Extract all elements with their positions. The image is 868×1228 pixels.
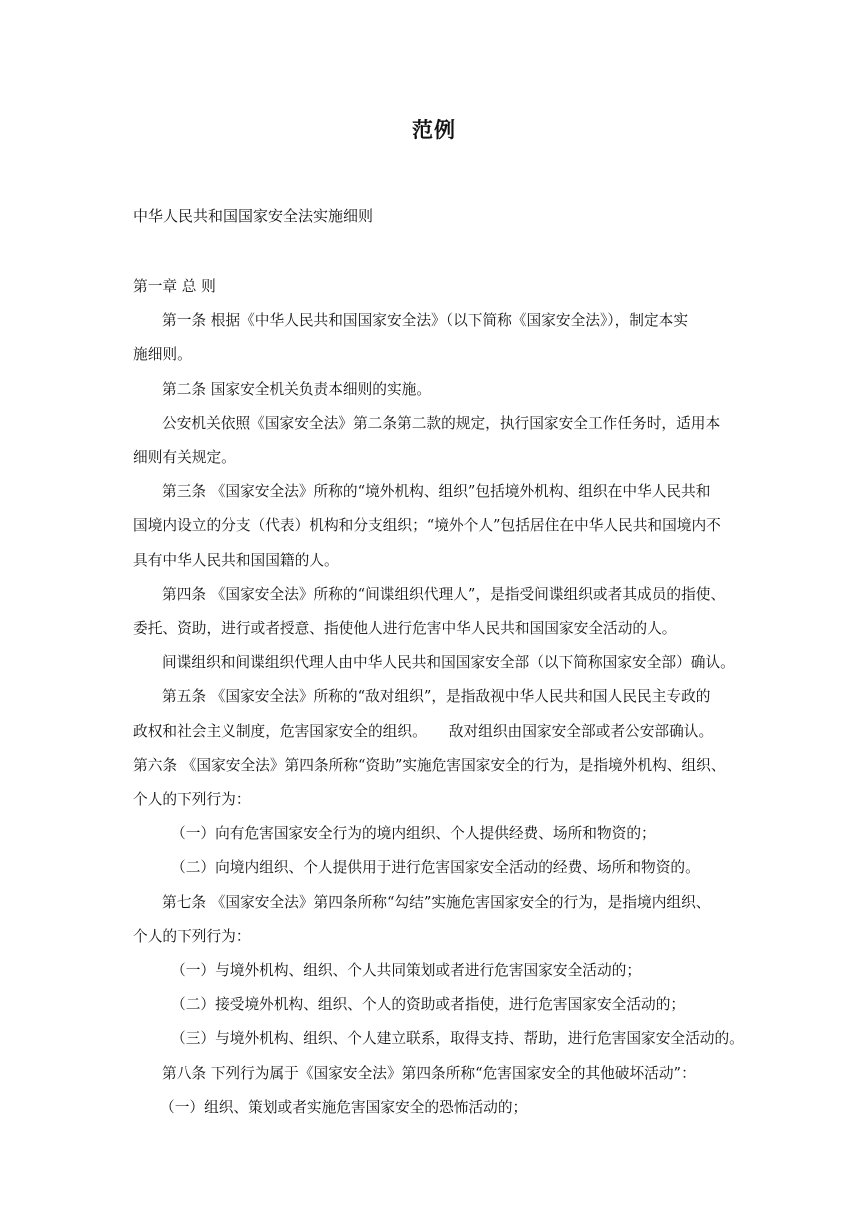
article-7-line-1: 第七条 《国家安全法》第四条所称“勾结”实施危害国家安全的行为，是指境内组织、: [162, 893, 711, 911]
article-4-line-1: 第四条 《国家安全法》所称的“间谍组织代理人”，是指受间谍组织或者其成员的指使、: [162, 585, 726, 603]
article-8-item-1: （一）组织、策划或者实施危害国家安全的恐怖活动的；: [160, 1098, 528, 1116]
article-7-line-2: 个人的下列行为：: [133, 927, 251, 945]
document-title: 中华人民共和国国家安全法实施细则: [133, 207, 374, 225]
article-4-para-2: 间谍组织和间谍组织代理人由中华人民共和国国家安全部（以下简称国家安全部）确认。: [162, 654, 735, 672]
article-1-line-1: 第一条 根据《中华人民共和国国家安全法》（以下简称《国家安全法》），制定本实: [162, 312, 689, 330]
article-2-line-1: 第二条 国家安全机关负责本细则的实施。: [162, 380, 432, 398]
article-2-para-2-line-2: 细则有关规定。: [133, 449, 236, 467]
page-title: 范例: [412, 118, 456, 142]
article-7-item-1: （一）与境外机构、组织、个人共同策划或者进行危害国家安全活动的；: [171, 962, 642, 980]
article-4-line-2: 委托、资助，进行或者授意、指使他人进行危害中华人民共和国国家安全活动的人。: [133, 620, 677, 638]
article-5-line-2: 政权和社会主义制度，危害国家安全的组织。 敌对组织由国家安全部或者公安部确认。: [133, 722, 714, 740]
article-7-item-3: （三）与境外机构、组织、个人建立联系，取得支持、帮助，进行危害国家安全活动的。: [171, 1030, 744, 1048]
chapter-heading: 第一章 总 则: [133, 278, 216, 295]
article-7-item-2: （二）接受境外机构、组织、个人的资助或者指使，进行危害国家安全活动的；: [171, 996, 686, 1014]
article-6-line-1: 第六条 《国家安全法》第四条所称“资助”实施危害国家安全的行为，是指境外机构、组织、: [133, 756, 726, 774]
article-5-line-1: 第五条 《国家安全法》所称的“敌对组织”，是指敌视中华人民共和国人民民主专政的: [162, 688, 711, 706]
article-6-line-2: 个人的下列行为：: [133, 791, 251, 809]
article-6-item-2: （二）向境内组织、个人提供用于进行危害国家安全活动的经费、场所和物资的。: [171, 859, 700, 877]
document-body: [133, 270, 745, 1125]
article-3-line-1: 第三条 《国家安全法》所称的“境外机构、组织”包括境外机构、组织在中华人民共和: [162, 483, 711, 501]
article-3-line-3: 具有中华人民共和国国籍的人。: [133, 551, 339, 569]
article-8-line-1: 第八条 下列行为属于《国家安全法》第四条所称“危害国家安全的其他破坏活动”：: [162, 1064, 696, 1082]
article-3-line-2: 国境内设立的分支（代表）机构和分支组织；“境外个人”包括居住在中华人民共和国境内不: [133, 517, 721, 535]
article-1-line-2: 施细则。: [133, 346, 192, 364]
article-6-item-1: （一）向有危害国家安全行为的境内组织、个人提供经费、场所和物资的；: [171, 825, 656, 843]
article-2-para-2-line-1: 公安机关依照《国家安全法》第二条第二款的规定，执行国家安全工作任务时，适用本: [162, 414, 721, 432]
